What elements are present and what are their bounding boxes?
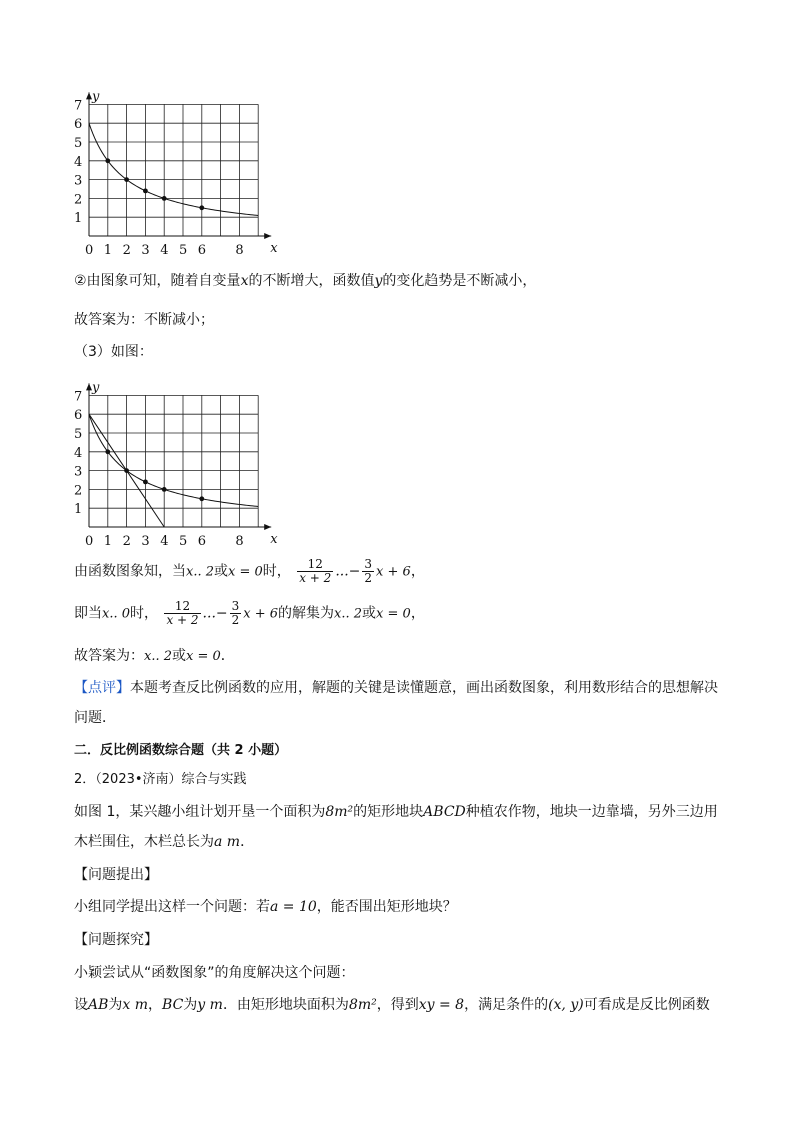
data-point bbox=[124, 468, 129, 473]
q2-p2-b: ． bbox=[240, 834, 255, 850]
answer-2 bbox=[74, 645, 235, 665]
fraction-3-over-2 bbox=[362, 558, 374, 585]
last-d: 为 bbox=[183, 997, 198, 1013]
frac-den: x + 2 bbox=[166, 613, 199, 627]
comma: ， bbox=[410, 605, 425, 622]
explore-tag: 【问题探究】 bbox=[74, 932, 158, 948]
x-eq-0: x = 0 bbox=[186, 649, 221, 664]
q2-paragraph-2 bbox=[74, 831, 254, 851]
comment-line-1 bbox=[74, 677, 718, 697]
y-axis-label: y bbox=[92, 89, 100, 105]
or-word: 或 bbox=[214, 563, 228, 580]
x-tick-label: 4 bbox=[160, 243, 169, 258]
last-line bbox=[74, 994, 710, 1014]
y-tick-label: 3 bbox=[74, 464, 83, 480]
data-point bbox=[143, 479, 148, 484]
answer-2-prefix: 故答案为： bbox=[74, 648, 144, 664]
data-point bbox=[124, 177, 129, 182]
x-tick-label: 0 bbox=[85, 243, 94, 258]
last-e: ．由矩形地块面积为 bbox=[222, 997, 349, 1013]
last-b: 为 bbox=[108, 997, 123, 1013]
x-tick-label: 3 bbox=[141, 534, 150, 549]
cond-x-geq-2: x.. 2 bbox=[186, 564, 214, 580]
solution-text: 的解集为 bbox=[278, 605, 335, 622]
y-tick-label: 1 bbox=[74, 211, 83, 227]
x-m: x m bbox=[122, 997, 149, 1013]
conclusion-line-a bbox=[74, 558, 425, 586]
fraction-12-over-x-plus-2 bbox=[297, 558, 333, 585]
answer-1: 故答案为：不断减小； bbox=[74, 312, 214, 328]
cond-x-geq-2: x.. 2 bbox=[334, 606, 363, 622]
x-eq-0: x = 0 bbox=[376, 606, 411, 622]
bc-label: BC bbox=[162, 997, 184, 1013]
q2-p1-b: 的矩形地块 bbox=[353, 804, 424, 820]
geq-symbol: ... bbox=[202, 605, 216, 622]
x-axis-arrow bbox=[264, 233, 271, 239]
x-axis-label: x bbox=[270, 532, 278, 547]
comment-tag: 【点评】 bbox=[74, 680, 130, 696]
a-m: a m bbox=[214, 834, 241, 850]
curve-inverse-proportion bbox=[89, 123, 258, 215]
data-point bbox=[143, 188, 148, 193]
xy-eq-8: xy = 8 bbox=[418, 997, 465, 1013]
q2-p1-a: 如图 1，某兴趣小组计划开垦一个面积为 bbox=[74, 804, 326, 820]
y-tick-label: 1 bbox=[74, 502, 83, 518]
data-point bbox=[105, 449, 110, 454]
trend-paragraph bbox=[74, 270, 536, 290]
data-point bbox=[199, 205, 204, 210]
frac-num: 12 bbox=[297, 558, 333, 572]
x-tick-label: 3 bbox=[141, 243, 150, 258]
linear-tail: x + 6 bbox=[243, 606, 279, 622]
last-a: 设 bbox=[74, 997, 88, 1013]
y-tick-label: 7 bbox=[74, 98, 83, 114]
line-a-prefix: 由函数图象知，当 bbox=[74, 563, 186, 580]
x-axis-label: x bbox=[270, 241, 278, 256]
conclusion-line-b bbox=[74, 600, 425, 628]
y-tick-label: 4 bbox=[74, 445, 83, 461]
x-tick-label: 5 bbox=[179, 243, 188, 258]
frac-den: 2 bbox=[231, 613, 240, 627]
x-tick-label: 6 bbox=[197, 534, 207, 549]
frac-num: 12 bbox=[164, 600, 200, 614]
q2-p1-c: 种植农作物，地块一边靠墙，另外三边用 bbox=[465, 804, 718, 820]
linear-tail: x + 6 bbox=[376, 564, 411, 580]
y-tick-label: 4 bbox=[74, 154, 83, 170]
frac-den: x + 2 bbox=[299, 571, 332, 585]
data-point bbox=[105, 158, 110, 163]
area-8m2: 8m² bbox=[348, 997, 377, 1013]
x-tick-label: 8 bbox=[235, 243, 244, 258]
comment-body: 本题考查反比例函数的应用，解题的关键是读懂题意，画出函数图象，利用数形结合的思想解决 bbox=[130, 680, 718, 696]
y-tick-label: 6 bbox=[74, 408, 83, 424]
y-tick-label: 2 bbox=[74, 192, 83, 208]
y-tick-label: 5 bbox=[74, 427, 83, 442]
area-8m2: 8m² bbox=[325, 804, 354, 820]
frac-den: 2 bbox=[364, 571, 373, 585]
y-tick-label: 5 bbox=[74, 136, 83, 151]
chart-2 bbox=[70, 369, 290, 549]
last-h: 可看成是反比例函数 bbox=[583, 997, 710, 1013]
a-eq-10: a = 10 bbox=[270, 899, 317, 915]
y-tick-label: 6 bbox=[74, 117, 83, 133]
data-point bbox=[162, 196, 167, 201]
x-tick-label: 2 bbox=[122, 243, 131, 258]
problem-tag: 【问题提出】 bbox=[74, 867, 158, 883]
trend-mid: 的不断增大，函数值 bbox=[248, 273, 375, 289]
question-prefix: 小组同学提出这样一个问题：若 bbox=[74, 899, 270, 915]
question-suffix: ，能否围出矩形地块？ bbox=[316, 899, 457, 915]
x-tick-label: 2 bbox=[122, 534, 131, 549]
x-tick-label: 4 bbox=[160, 534, 169, 549]
y-tick-label: 7 bbox=[74, 389, 83, 405]
when-word: 时， bbox=[130, 605, 158, 622]
comment-line-2: 问题． bbox=[74, 710, 116, 726]
x-tick-label: 1 bbox=[103, 243, 113, 258]
fraction-3-over-2 bbox=[230, 600, 242, 627]
x-tick-label: 0 bbox=[85, 534, 94, 549]
or-word: 或 bbox=[362, 605, 377, 622]
part-3-label: （3）如图： bbox=[74, 344, 153, 360]
x-tick-label: 5 bbox=[179, 534, 188, 549]
frac-num: 3 bbox=[231, 599, 240, 613]
abcd-label: ABCD bbox=[423, 804, 466, 820]
last-f: ，得到 bbox=[376, 997, 419, 1013]
period: ． bbox=[220, 648, 235, 664]
minus-sign: − bbox=[215, 605, 228, 622]
chart-1 bbox=[70, 78, 290, 258]
y-axis-label: y bbox=[92, 380, 100, 396]
x-tick-label: 6 bbox=[197, 243, 207, 258]
y-tick-label: 3 bbox=[74, 173, 83, 189]
y-m: y m bbox=[197, 997, 223, 1013]
cond-x-geq-2: x.. 2 bbox=[144, 649, 172, 664]
last-g: ，满足条件的 bbox=[464, 997, 549, 1013]
question-2-header: 2．（2023•济南）综合与实践 bbox=[74, 772, 247, 787]
curve-inverse-proportion bbox=[89, 414, 258, 506]
cond-x-geq-0: x.. 0 bbox=[102, 606, 130, 622]
frac-num: 3 bbox=[364, 557, 373, 571]
question-line bbox=[74, 896, 457, 916]
fraction-12-over-x-plus-2 bbox=[164, 600, 200, 627]
var-x: x bbox=[240, 273, 249, 289]
comma: ， bbox=[410, 563, 425, 580]
data-point bbox=[162, 487, 167, 492]
geq-symbol: ... bbox=[335, 563, 349, 580]
last-c: ， bbox=[148, 997, 163, 1013]
or-word: 或 bbox=[172, 648, 186, 664]
when-word: 时， bbox=[262, 563, 291, 580]
x-tick-label: 8 bbox=[235, 534, 244, 549]
trend-prefix: ②由图象可知，随着自变量 bbox=[74, 273, 241, 289]
x-tick-label: 1 bbox=[103, 534, 113, 549]
section-2-heading: 二．反比例函数综合题（共 2 小题） bbox=[74, 743, 288, 758]
xy-pair: (x, y) bbox=[548, 997, 584, 1013]
ab-label: AB bbox=[88, 997, 109, 1013]
var-y: y bbox=[374, 273, 383, 289]
explore-line: 小颖尝试从“函数图象”的角度解决这个问题： bbox=[74, 965, 355, 981]
x-eq-0: x = 0 bbox=[228, 564, 263, 580]
x-axis-arrow bbox=[264, 524, 271, 530]
q2-p2-a: 木栏围住，木栏总长为 bbox=[74, 834, 214, 850]
q2-paragraph-1 bbox=[74, 801, 718, 821]
line-b-prefix: 即当 bbox=[74, 605, 102, 622]
trend-suffix: 的变化趋势是不断减小， bbox=[382, 273, 537, 289]
minus-sign: − bbox=[348, 563, 361, 580]
data-point bbox=[199, 496, 204, 501]
y-tick-label: 2 bbox=[74, 483, 83, 499]
